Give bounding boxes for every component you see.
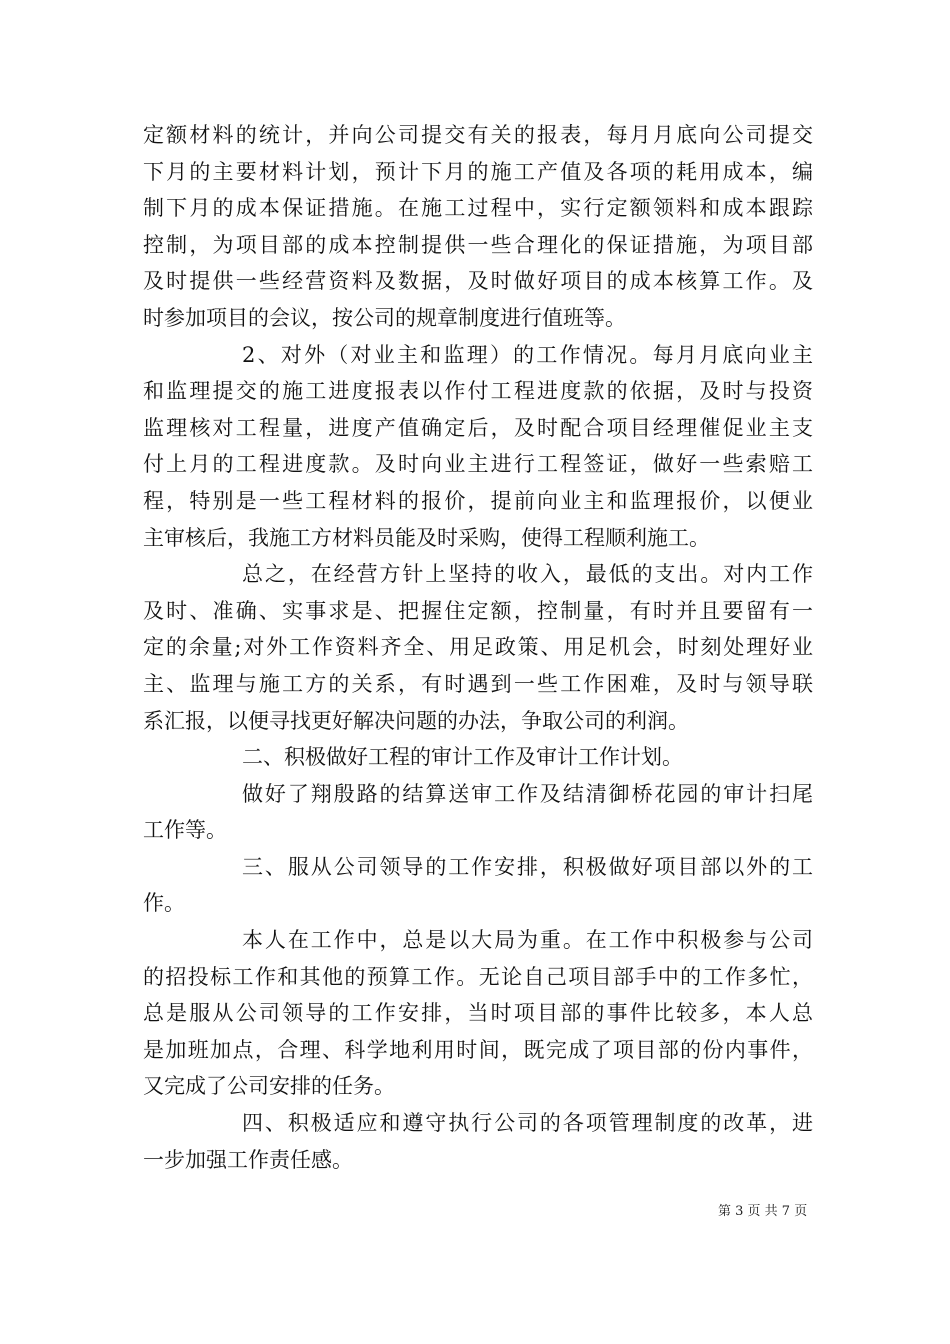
text-line: 三、服从公司领导的工作安排，积极做好项目部以外的工 [242,854,813,879]
text-line: 一步加强工作责任感。 [143,1147,353,1172]
text-line: 主、监理与施工方的关系，有时遇到一些工作困难，及时与领导联 [143,671,813,696]
text-line: 和监理提交的施工进度报表以作付工程进度款的依据，及时与投资 [143,379,813,404]
page-number: 第 3 页 共 7 页 [718,1204,808,1219]
text-line: 定额材料的统计，并向公司提交有关的报表，每月月底向公司提交 [143,123,813,147]
text-line: 控制，为项目部的成本控制提供一些合理化的保证措施，为项目部 [143,232,813,257]
text-line: 及时提供一些经营资料及数据，及时做好项目的成本核算工作。及 [143,269,813,294]
text-line: 程，特别是一些工程材料的报价，提前向业主和监理报价，以便业 [143,488,813,513]
text-line: 付上月的工程进度款。及时向业主进行工程签证，做好一些索赔工 [143,452,813,477]
text-line: 四、积极适应和遵守执行公司的各项管理制度的改革，进 [242,1111,813,1136]
text-line: 制下月的成本保证措施。在施工过程中，实行定额领料和成本跟踪 [143,196,813,221]
text-line: 本人在工作中，总是以大局为重。在工作中积极参与公司 [242,928,813,953]
text-line: 定的余量;对外工作资料齐全、用足政策、用足机会，时刻处理好业 [143,635,813,660]
text-line: 及时、准确、实事求是、把握住定额，控制量，有时并且要留有一 [143,598,813,623]
text-line: 时参加项目的会议，按公司的规章制度进行值班等。 [143,305,626,330]
text-line: 又完成了公司安排的任务。 [143,1074,395,1099]
text-line: 二、积极做好工程的审计工作及审计工作计划。 [242,745,683,770]
text-line: 是加班加点，合理、科学地利用时间，既完成了项目部的份内事件， [143,1037,813,1062]
text-line: 作。 [143,891,185,916]
text-line: 的招投标工作和其他的预算工作。无论自己项目部手中的工作多忙， [143,964,813,989]
text-line: 总是服从公司领导的工作安排，当时项目部的事件比较多，本人总 [143,1001,813,1026]
text-line: 总之，在经营方针上坚持的收入，最低的支出。对内工作 [242,562,813,587]
text-line: 主审核后，我施工方材料员能及时采购，使得工程顺利施工。 [143,525,710,550]
text-line: 做好了翔殷路的结算送审工作及结清御桥花园的审计扫尾 [242,781,813,806]
text-line: 监理核对工程量，进度产值确定后，及时配合项目经理催促业主支 [143,415,813,440]
document-body [143,117,813,1178]
text-line: 2、对外（对业主和监理）的工作情况。每月月底向业主 [242,342,813,367]
text-line: 工作等。 [143,818,227,843]
text-line: 系汇报，以便寻找更好解决问题的办法，争取公司的利润。 [143,708,689,733]
text-line: 下月的主要材料计划，预计下月的施工产值及各项的耗用成本，编 [143,159,813,184]
